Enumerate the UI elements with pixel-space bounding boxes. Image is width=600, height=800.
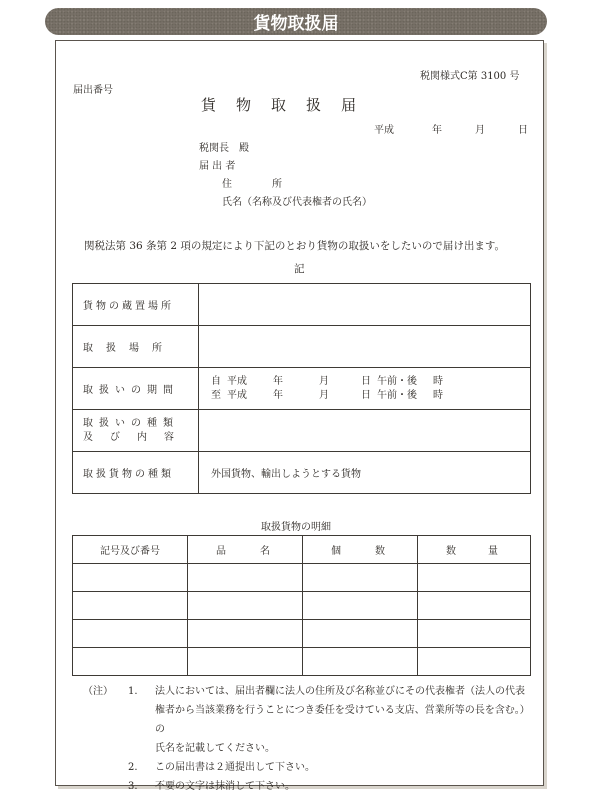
filing-number-label: 届出番号 <box>73 85 113 96</box>
table-row <box>73 620 531 648</box>
header-pieces-a: 個 <box>331 546 341 557</box>
period-from-ampm: 午前・後 <box>377 375 417 387</box>
period-to-era: 平成 <box>227 389 247 401</box>
header-pieces <box>303 536 418 564</box>
date-era: 平成 <box>374 125 394 136</box>
table-row <box>73 410 531 452</box>
table-row <box>73 592 531 620</box>
note-number: 1. <box>128 686 138 697</box>
period-to-month: 月 <box>319 389 329 401</box>
detail-caption: 取扱貨物の明細 <box>261 522 331 533</box>
note-number: 2. <box>128 762 138 773</box>
date-month: 月 <box>475 125 485 136</box>
period-to-year: 年 <box>273 389 283 401</box>
table-row <box>73 326 531 368</box>
cell-marks[interactable] <box>73 564 188 592</box>
period-to-prefix: 至 <box>211 389 221 401</box>
cell-item-name[interactable] <box>188 648 303 676</box>
detail-header-row <box>73 536 531 564</box>
period-from-day: 日 <box>361 375 371 387</box>
row-label-handling-period: 取扱いの期間 <box>73 368 199 410</box>
cell-marks[interactable] <box>73 592 188 620</box>
cell-quantity[interactable] <box>418 620 531 648</box>
period-to <box>211 389 530 403</box>
cell-pieces[interactable] <box>303 564 418 592</box>
header-item-name-b: 名 <box>260 546 270 557</box>
cell-item-name[interactable] <box>188 564 303 592</box>
period-to-day: 日 <box>361 389 371 401</box>
note-item <box>83 682 533 701</box>
header-quantity <box>418 536 531 564</box>
banner-title: 貨物取扱届 <box>253 14 339 34</box>
cargo-type-field[interactable]: 外国貨物、輸出しようとする貨物 <box>199 452 531 494</box>
row-label-storage-place: 貨物の蔵置場所 <box>73 284 199 326</box>
address-field[interactable]: 住 所 <box>222 179 282 190</box>
cell-quantity[interactable] <box>418 648 531 676</box>
handling-type-field[interactable] <box>199 410 531 452</box>
table-row <box>73 452 531 494</box>
cell-item-name[interactable] <box>188 620 303 648</box>
header-pieces-b: 数 <box>375 546 385 557</box>
header-item-name <box>188 536 303 564</box>
period-from-year: 年 <box>273 375 283 387</box>
row-label-handling-type-line2: 及び内容 <box>83 431 191 443</box>
period-from-hour: 時 <box>433 375 443 387</box>
period-from-prefix: 自 <box>211 375 221 387</box>
table-row <box>73 648 531 676</box>
storage-place-field[interactable] <box>199 284 531 326</box>
note-text-cont: 権者から当該業務を行うことにつき委任を受けている支店、営業所等の長を含む。）の <box>155 705 530 735</box>
header-marks-numbers: 記号及び番号 <box>73 536 188 564</box>
note-text: この届出書は２通提出して下さい。 <box>155 762 315 773</box>
note-text: 法人においては、届出者欄に法人の住所及び名称並びにその代表権者（法人の代表 <box>155 686 525 697</box>
note-text: 不要の文字は抹消して下さい。 <box>155 781 295 792</box>
table-row <box>73 284 531 326</box>
header-item-name-a: 品 <box>216 546 226 557</box>
main-table <box>72 283 531 494</box>
cell-marks[interactable] <box>73 620 188 648</box>
period-from-era: 平成 <box>227 375 247 387</box>
row-label-cargo-type: 取扱貨物の種類 <box>73 452 199 494</box>
table-row <box>73 368 531 410</box>
note-item <box>83 777 533 796</box>
cell-pieces[interactable] <box>303 620 418 648</box>
row-label-handling-type-line1: 取扱いの種類 <box>83 417 179 429</box>
cargo-detail-table <box>72 535 531 676</box>
note-text-cont: 氏名を記載してください。 <box>155 743 275 754</box>
period-from-month: 月 <box>319 375 329 387</box>
cell-marks[interactable] <box>73 648 188 676</box>
date-year: 年 <box>432 125 442 136</box>
handling-period-field[interactable] <box>199 368 531 410</box>
period-to-ampm: 午前・後 <box>377 389 417 401</box>
applicant-label: 届 出 者 <box>199 161 236 172</box>
period-to-hour: 時 <box>433 389 443 401</box>
cell-quantity[interactable] <box>418 564 531 592</box>
cargo-handling-notification-form <box>55 40 544 792</box>
note-item <box>83 758 533 777</box>
date-day: 日 <box>518 125 528 136</box>
notes-label: （注） <box>83 686 113 697</box>
document-title: 貨物取扱届 <box>201 96 377 114</box>
row-label-handling-place: 取扱場所 <box>73 326 199 368</box>
form-number: 税関様式C第 3100 号 <box>420 71 520 82</box>
ki-heading: 記 <box>294 263 305 275</box>
addressee: 税関長 殿 <box>199 143 249 154</box>
period-from <box>211 375 530 389</box>
cell-pieces[interactable] <box>303 592 418 620</box>
note-number: 3. <box>128 781 138 792</box>
cell-item-name[interactable] <box>188 592 303 620</box>
name-field[interactable]: 氏名（名称及び代表権者の氏名） <box>222 197 372 208</box>
header-quantity-a: 数 <box>446 546 456 557</box>
notes-section <box>83 682 533 796</box>
header-quantity-b: 量 <box>488 546 498 557</box>
cell-pieces[interactable] <box>303 648 418 676</box>
date-field[interactable] <box>374 121 528 136</box>
page-banner <box>45 8 547 35</box>
statement-text: 関税法第 36 条第 2 項の規定により下記のとおり貨物の取扱いをしたいので届け出ます。 <box>84 240 506 252</box>
cell-quantity[interactable] <box>418 592 531 620</box>
row-label-handling-type <box>73 410 199 452</box>
handling-place-field[interactable] <box>199 326 531 368</box>
table-row <box>73 564 531 592</box>
